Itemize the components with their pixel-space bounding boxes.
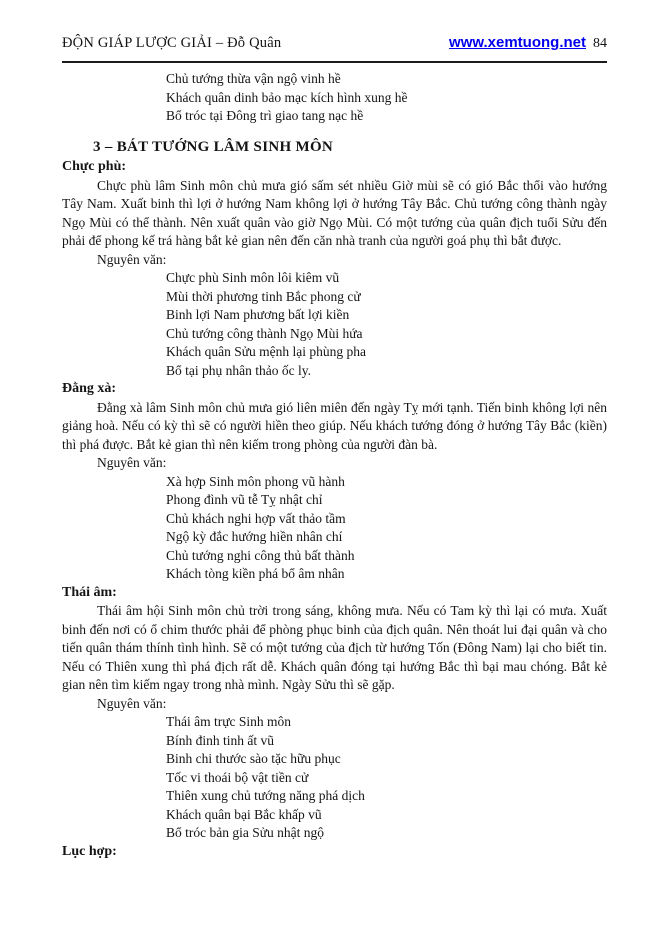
nguyen-van-label: Nguyên văn: — [97, 251, 167, 267]
header-right — [449, 34, 607, 52]
verse-line: Binh lợi Nam phương bất lợi kiền — [166, 307, 350, 322]
verse-line: Thiên xung chủ tướng năng phá dịch — [166, 788, 365, 803]
intro-verse-block — [166, 70, 607, 126]
verse-line: Bổ tróc tại Đông trì giao tang nạc hề — [166, 108, 364, 123]
section-heading: 3 – BÁT TƯỚNG LÂM SINH MÔN — [93, 138, 334, 155]
verse-block-thai-am — [166, 713, 607, 843]
verse-line: Mùi thời phương tinh Bắc phong cử — [166, 288, 361, 304]
nguyen-van-label: Nguyên văn: — [97, 695, 167, 711]
verse-block-chuc-phu — [166, 269, 607, 380]
verse-line: Bính đinh tinh ất vũ — [166, 732, 274, 748]
page-number: 84 — [593, 36, 607, 51]
subsection-label-chuc-phu: Chực phù: — [62, 159, 127, 174]
website-link[interactable]: www.xemtuong.net — [449, 34, 586, 51]
verse-line: Chủ tướng nghi công thủ bất thành — [166, 547, 355, 563]
verse-line: Khách quân dinh bảo mạc kích hình xung hề — [166, 89, 408, 105]
verse-line: Chủ tướng thừa vận ngộ vinh hề — [166, 71, 341, 86]
verse-line: Bổ tại phụ nhân thảo ốc ly. — [166, 362, 311, 378]
document-title: ĐỘN GIÁP LƯỢC GIẢI – Đỗ Quân — [62, 35, 282, 51]
verse-line: Khách quân Sửu mệnh lại phùng pha — [166, 344, 367, 359]
page-content — [62, 70, 607, 861]
verse-block-dang-xa — [166, 473, 607, 584]
verse-line: Xà hợp Sinh môn phong vũ hành — [166, 473, 345, 489]
verse-line: Chủ tướng công thành Ngọ Mùi hứa — [166, 325, 363, 341]
paragraph-chuc-phu: Chực phù lâm Sinh môn chủ mưa gió sấm sét nhiều Giờ mùi sẽ có gió Bắc thổi vào hướng Tây Nam. Xuất binh thì lợi ở hướng Nam không lợi ở hướng Tây Bắc. Chủ tướng công thành ngày Ngọ Mùi có thể thành. Nên xuất quân vào giờ Ngọ Mùi. Có một tướng của quân địch tuổi Sửu đến phải để phong kế trá hàng bắt kẻ gian nên đến căn nhà tranh của người goá phụ thì bắt được. — [62, 177, 607, 248]
verse-line: Khách tòng kiền phá bổ âm nhân — [166, 566, 345, 581]
verse-line: Ngộ kỳ đắc hướng hiền nhân chí — [166, 529, 343, 544]
verse-line: Chủ khách nghi hợp vất thảo tầm — [166, 510, 346, 526]
page-header — [62, 34, 607, 63]
verse-line: Thái âm trực Sinh môn — [166, 714, 292, 729]
paragraph-dang-xa: Đằng xà lâm Sinh môn chủ mưa gió liên miên đến ngày Tỵ mới tạnh. Tiến binh không lợi nên giảng hoà. Nếu có kỳ thì sẽ có người hiền theo giúp. Nếu khách tướng đóng ở hướng Tây Bắc (kiền) thì phá được. Bắt kẻ gian thì nên kiếm trong phòng của người đàn bà. — [62, 399, 607, 452]
verse-line: Tốc vi thoái bộ vật tiền cử — [166, 769, 309, 785]
nguyen-van-label: Nguyên văn: — [97, 455, 167, 470]
verse-line: Khách quân bại Bắc khấp vũ — [166, 806, 322, 822]
verse-line: Phong đình vũ tễ Tỵ nhật chỉ — [166, 492, 323, 507]
verse-line: Bổ tróc bản gia Sửu nhật ngộ — [166, 825, 325, 840]
paragraph-thai-am: Thái âm hội Sinh môn chủ trời trong sáng, không mưa. Nếu có Tam kỳ thì lại có mưa. Xuất binh đến nơi có ổ chim thước phải để phòng phục binh của địch quân. Nên thoát lui đại quân và cho tiến quân thám thính tình hình. Sẽ có một tướng của địch từ hướng Tốn (Đông Nam) lại cho biết tin. Nếu có Thiên xung thì phá địch rất dễ. Khách quân đóng tại hướng Bắc thì bại mau chóng. Bắt kẻ gian nên tìm kiếm ngay trong nhà mình. Ngày Sửu thì sẽ gặp. — [62, 603, 607, 692]
verse-line: Binh chi thước sào tặc hữu phục — [166, 751, 341, 766]
subsection-label-luc-hop: Lục hợp: — [62, 843, 117, 859]
verse-line: Chực phù Sinh môn lôi kiêm vũ — [166, 270, 340, 285]
subsection-label-dang-xa: Đằng xà: — [62, 381, 117, 396]
subsection-label-thai-am: Thái âm: — [62, 584, 117, 600]
